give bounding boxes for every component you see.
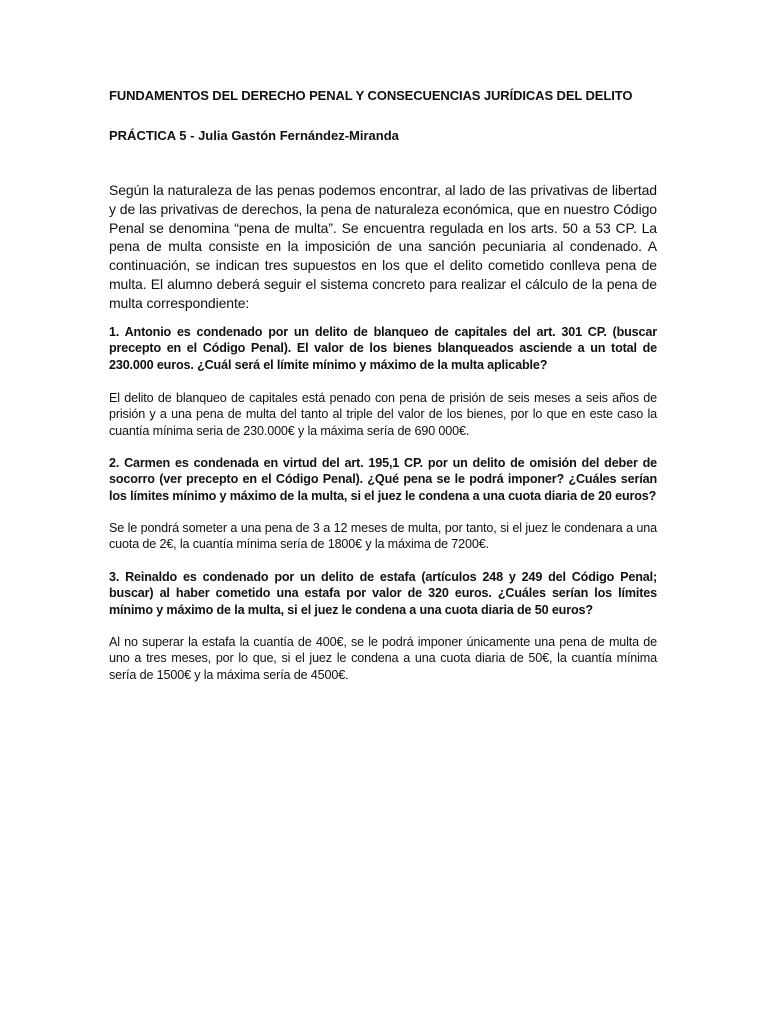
- answer-3-block: [109, 634, 657, 683]
- exercise-1: [109, 324, 657, 373]
- document-subtitle: PRÁCTICA 5 - Julia Gastón Fernández-Miranda: [109, 128, 399, 143]
- answer-1: El delito de blanqueo de capitales está penado con pena de prisión de seis meses a seis años de prisión y a una pena de multa del tanto al triple del valor de los bienes, por lo que en este caso la cuantía mínima seria de 230.000€ y la máxima sería de 690 000€.: [109, 391, 657, 438]
- question-1: 1. Antonio es condenado por un delito de blanqueo de capitales del art. 301 CP. (buscar precepto en el Código Penal). El valor de los bienes blanqueados asciende a un total de 230.000 euros. ¿Cuál será el límite mínimo y máximo de la multa aplicable?: [109, 325, 657, 372]
- answer-2-block: [109, 520, 657, 553]
- intro-paragraph: Según la naturaleza de las penas podemos encontrar, al lado de las privativas de libertad y de las privativas de derechos, la pena de naturaleza económica, que en nuestro Código Penal se denomina “pena de multa”. Se encuentra regulada en los arts. 50 a 53 CP. La pena de multa consiste en la imposición de una sanción pecuniaria al condenado. A continuación, se indican tres supuestos en los que el delito cometido conlleva pena de multa. El alumno deberá seguir el sistema concreto para realizar el cálculo de la pena de multa correspondiente:: [109, 182, 657, 311]
- question-2: 2. Carmen es condenada en virtud del art. 195,1 CP. por un delito de omisión del deber de socorro (ver precepto en el Código Penal). ¿Qué pena se le podrá imponer? ¿Cuáles serían los límites mínimo y máximo de la multa, si el juez le condena a una cuota diaria de 20 euros?: [109, 456, 657, 503]
- answer-3: Al no superar la estafa la cuantía de 400€, se le podrá imponer únicamente una pena de multa de uno a tres meses, por lo que, si el juez le condena a una cuota diaria de 50€, la cuantía mínima sería de 1500€ y la máxima sería de 4500€.: [109, 635, 657, 682]
- answer-1-block: [109, 390, 657, 439]
- exercise-3: [109, 569, 657, 618]
- answer-2: Se le pondrá someter a una pena de 3 a 12 meses de multa, por tanto, si el juez le condenara a una cuota de 2€, la cuantía mínima sería de 1800€ y la máxima de 7200€.: [109, 521, 657, 552]
- question-3: 3. Reinaldo es condenado por un delito de estafa (artículos 248 y 249 del Código Penal; buscar) al haber cometido una estafa por valor de 320 euros. ¿Cuáles serían los límites mínimo y máximo de la multa, si el juez le condena a una cuota diaria de 50 euros?: [109, 570, 657, 617]
- document-title: FUNDAMENTOS DEL DERECHO PENAL Y CONSECUENCIAS JURÍDICAS DEL DELITO: [109, 88, 633, 103]
- exercise-2: [109, 455, 657, 504]
